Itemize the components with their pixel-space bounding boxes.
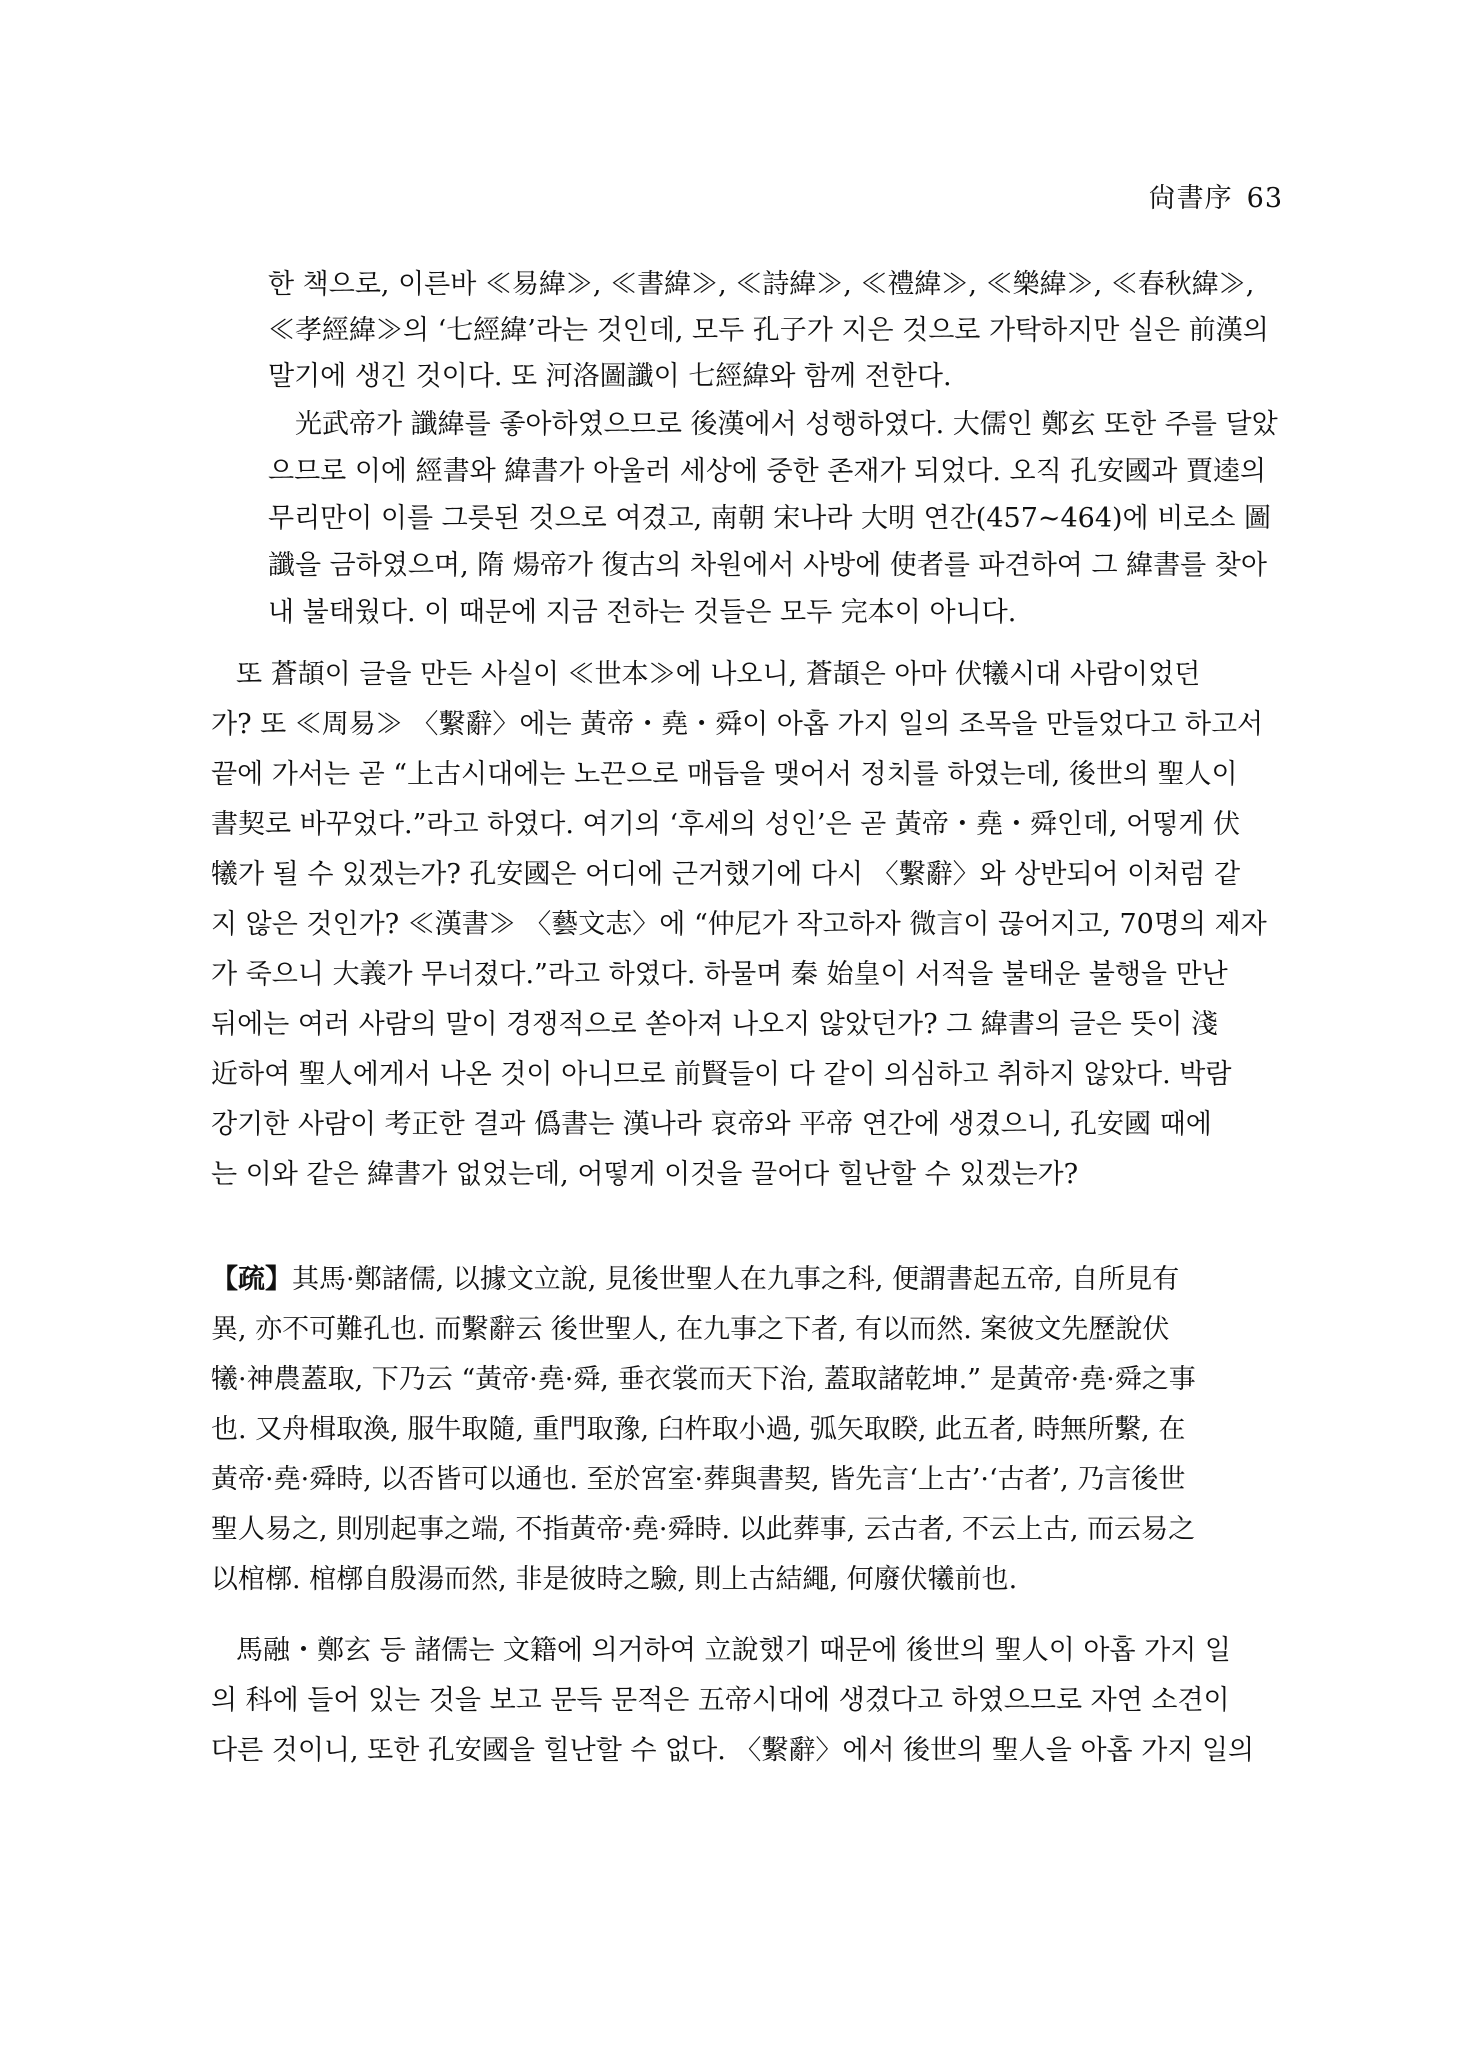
shu-line: 異, 亦不可難孔也. 而繫辭云 後世聖人, 在九事之下者, 有以而然. 案彼文先歷說伏	[211, 1314, 1170, 1345]
body-line: 끝에 가서는 곧 “上古시대에는 노끈으로 매듭을 맺어서 정치를 하였는데, 後世의 聖人이	[211, 759, 1238, 790]
note-line: 무리만이 이를 그릇된 것으로 여겼고, 南朝 宋나라 大明 연간(457~464)에 비로소 圖	[268, 503, 1272, 534]
body-line: 지 않은 것인가? ≪漢書≫ 〈藝文志〉에 “仲尼가 작고하자 微言이 끊어지고, 70명의 제자	[211, 909, 1267, 940]
body-line: 강기한 사람이 考正한 결과 僞書는 漢나라 哀帝와 平帝 연간에 생겼으니, 孔安國 때에	[211, 1109, 1212, 1140]
body-line: 또 蒼頡이 글을 만든 사실이 ≪世本≫에 나오니, 蒼頡은 아마 伏犧시대 사람이었던	[236, 659, 1201, 690]
body-line: 는 이와 같은 緯書가 없었는데, 어떻게 이것을 끌어다 힐난할 수 있겠는가?	[211, 1159, 1079, 1190]
shu-line: 犧·神農蓋取, 下乃云 “黃帝·堯·舜, 垂衣裳而天下治, 蓋取諸乾坤.” 是黃帝·堯·舜之事	[211, 1364, 1196, 1395]
note-line: 한 책으로, 이른바 ≪易緯≫, ≪書緯≫, ≪詩緯≫, ≪禮緯≫, ≪樂緯≫, ≪春秋緯≫,	[268, 269, 1255, 300]
body-line: 近하여 聖人에게서 나온 것이 아니므로 前賢들이 다 같이 의심하고 취하지 않았다. 박람	[211, 1059, 1232, 1090]
trans-line: 의 科에 들어 있는 것을 보고 문득 문적은 五帝시대에 생겼다고 하였으므로 자연 소견이	[211, 1685, 1230, 1716]
shu-line: 以棺槨. 棺槨自殷湯而然, 非是彼時之驗, 則上古結繩, 何廢伏犧前也.	[211, 1564, 1018, 1595]
note-line: 光武帝가 讖緯를 좋아하였으므로 後漢에서 성행하였다. 大儒인 鄭玄 또한 주를 달았	[295, 409, 1278, 440]
shu-line: 也. 又舟楫取渙, 服牛取隨, 重門取豫, 臼杵取小過, 弧矢取睽, 此五者, 時無所繫, 在	[211, 1414, 1186, 1445]
page-number: 63	[1246, 183, 1283, 214]
note-line: 讖을 금하였으며, 隋 煬帝가 復古의 차원에서 사방에 使者를 파견하여 그 緯書를 찾아	[268, 550, 1267, 581]
note-line: 말기에 생긴 것이다. 또 河洛圖讖이 七經緯와 함께 전한다.	[268, 361, 952, 392]
body-line: 가 죽으니 大義가 무너졌다.”라고 하였다. 하물며 秦 始皇이 서적을 불태운 불행을 만난	[211, 959, 1228, 990]
header-title: 尙書序	[1148, 183, 1233, 214]
note-line: 내 불태웠다. 이 때문에 지금 전하는 것들은 모두 完本이 아니다.	[268, 597, 1017, 628]
shu-label: 【疏】	[211, 1264, 292, 1295]
note-line: ≪孝經緯≫의 ‘七經緯’라는 것인데, 모두 孔子가 지은 것으로 가탁하지만 실은 前漢의	[268, 315, 1269, 346]
trans-line: 다른 것이니, 또한 孔安國을 힐난할 수 없다. 〈繫辭〉에서 後世의 聖人을 아홉 가지 일의	[211, 1735, 1255, 1766]
trans-line: 馬融・鄭玄 등 諸儒는 文籍에 의거하여 立說했기 때문에 後世의 聖人이 아홉 가지 일	[236, 1635, 1231, 1666]
note-line: 으므로 이에 經書와 緯書가 아울러 세상에 중한 존재가 되었다. 오직 孔安國과 賈逵의	[268, 456, 1267, 487]
shu-line: 黃帝·堯·舜時, 以否皆可以通也. 至於宮室·葬與書契, 皆先言‘上古’·‘古者’, 乃言後世	[211, 1464, 1186, 1495]
shu-line: 聖人易之, 則別起事之端, 不指黃帝·堯·舜時. 以此葬事, 云古者, 不云上古, 而云易之	[211, 1514, 1196, 1545]
running-header	[1149, 176, 1283, 215]
body-line: 書契로 바꾸었다.”라고 하였다. 여기의 ‘후세의 성인’은 곧 黃帝・堯・舜인데, 어떻게 伏	[211, 809, 1241, 840]
body-line: 뒤에는 여러 사람의 말이 경쟁적으로 쏟아져 나오지 않았던가? 그 緯書의 글은 뜻이 淺	[211, 1009, 1219, 1040]
shu-text: 其馬·鄭諸儒, 以據文立說, 見後世聖人在九事之科, 便謂書起五帝, 自所見有	[292, 1264, 1180, 1295]
body-line: 가? 또 ≪周易≫ 〈繫辭〉에는 黃帝・堯・舜이 아홉 가지 일의 조목을 만들었다고 하고서	[211, 709, 1264, 740]
body-line: 犧가 될 수 있겠는가? 孔安國은 어디에 근거했기에 다시 〈繫辭〉와 상반되어 이처럼 같	[211, 859, 1241, 890]
shu-line	[211, 1263, 1179, 1297]
